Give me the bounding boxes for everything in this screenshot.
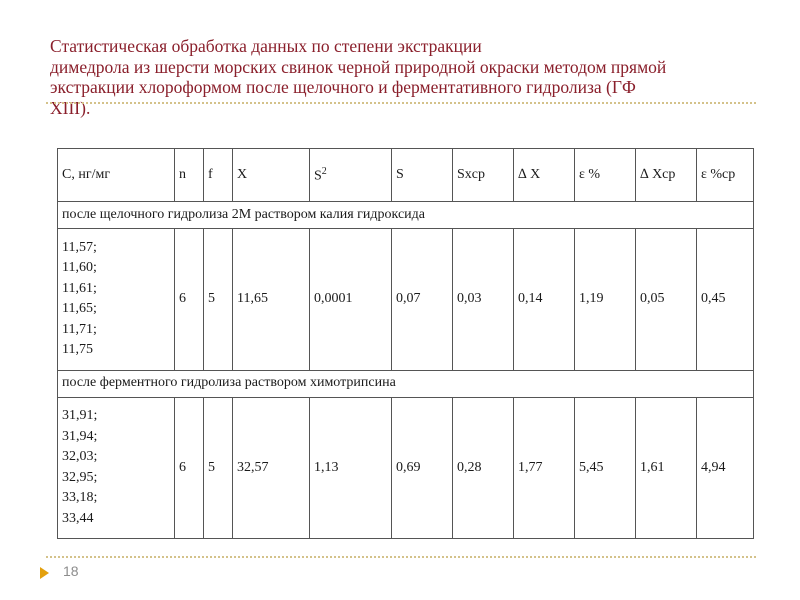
header-delta-x: ∆ X bbox=[514, 149, 575, 202]
header-epsilon-mean: ε %ср bbox=[697, 149, 754, 202]
cell-f: 5 bbox=[204, 229, 233, 371]
cell-s2: 1,13 bbox=[310, 397, 392, 539]
cell-delta-x-mean: 0,05 bbox=[636, 229, 697, 371]
cell-s: 0,69 bbox=[392, 397, 453, 539]
value: 32,95; bbox=[62, 469, 98, 485]
header-s2 bbox=[310, 149, 392, 202]
cell-delta-x-mean: 1,61 bbox=[636, 397, 697, 539]
cell-s: 0,07 bbox=[392, 229, 453, 371]
concentration-values bbox=[58, 397, 175, 539]
section-row-alkaline bbox=[58, 202, 754, 229]
header-row bbox=[58, 149, 754, 202]
cell-x: 32,57 bbox=[233, 397, 310, 539]
header-s2-exponent: 2 bbox=[321, 166, 327, 178]
cell-sx: 0,28 bbox=[453, 397, 514, 539]
table-row bbox=[58, 397, 754, 539]
value: 33,18; bbox=[62, 490, 98, 506]
title-line-1: Статистическая обработка данных по степени экстракции bbox=[50, 36, 482, 56]
value: 11,60; bbox=[62, 260, 97, 276]
cell-f: 5 bbox=[204, 397, 233, 539]
cell-epsilon-mean: 4,94 bbox=[697, 397, 754, 539]
header-f: f bbox=[204, 149, 233, 202]
cell-s2: 0,0001 bbox=[310, 229, 392, 371]
table-row bbox=[58, 229, 754, 371]
cell-sx: 0,03 bbox=[453, 229, 514, 371]
value: 33,44 bbox=[62, 510, 94, 526]
value: 11,71; bbox=[62, 321, 97, 337]
header-s2-base: S bbox=[314, 169, 322, 185]
concentration-values bbox=[58, 229, 175, 371]
title-line-4: XIII). bbox=[50, 97, 91, 118]
statistics-table bbox=[57, 148, 754, 539]
header-concentration: С, нг/мг bbox=[58, 149, 175, 202]
section-row-enzymatic bbox=[58, 370, 754, 397]
arrow-right-icon bbox=[40, 567, 49, 579]
header-x: X bbox=[233, 149, 310, 202]
header-sx: Sxср bbox=[453, 149, 514, 202]
footer-divider bbox=[46, 556, 756, 558]
section-label-enzymatic: после ферментного гидролиза раствором химотрипсина bbox=[58, 370, 754, 397]
title-divider bbox=[46, 102, 756, 104]
cell-n: 6 bbox=[175, 229, 204, 371]
cell-n: 6 bbox=[175, 397, 204, 539]
value: 11,75 bbox=[62, 342, 93, 358]
page-number: 18 bbox=[63, 563, 79, 579]
header-epsilon: ε % bbox=[575, 149, 636, 202]
title-line-3: экстракции хлороформом после щелочного и ферментативного гидролиза (ГФ bbox=[50, 77, 636, 97]
header-s: S bbox=[392, 149, 453, 202]
value: 31,91; bbox=[62, 408, 98, 424]
value: 11,61; bbox=[62, 280, 97, 296]
value: 11,65; bbox=[62, 301, 97, 317]
header-n: n bbox=[175, 149, 204, 202]
cell-delta-x: 1,77 bbox=[514, 397, 575, 539]
cell-epsilon: 5,45 bbox=[575, 397, 636, 539]
value: 31,94; bbox=[62, 428, 98, 444]
cell-x: 11,65 bbox=[233, 229, 310, 371]
section-label-alkaline: после щелочного гидролиза 2М раствором калия гидроксида bbox=[58, 202, 754, 229]
value: 11,57; bbox=[62, 239, 97, 255]
cell-epsilon-mean: 0,45 bbox=[697, 229, 754, 371]
value: 32,03; bbox=[62, 449, 98, 465]
title-line-2: димедрола из шерсти морских свинок черной природной окраски методом прямой bbox=[50, 56, 667, 77]
cell-delta-x: 0,14 bbox=[514, 229, 575, 371]
header-delta-x-mean: ∆ Xср bbox=[636, 149, 697, 202]
slide-title bbox=[50, 36, 770, 118]
cell-epsilon: 1,19 bbox=[575, 229, 636, 371]
